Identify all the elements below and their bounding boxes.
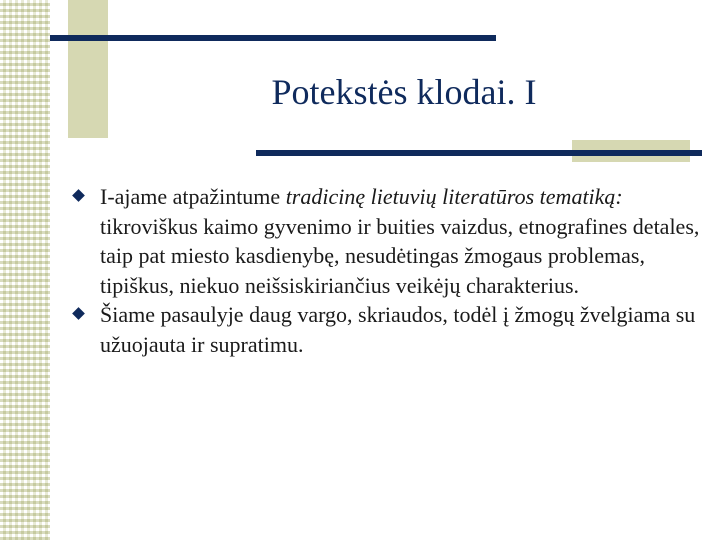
diamond-bullet-icon bbox=[72, 189, 85, 202]
bullet-item-1 bbox=[70, 182, 700, 300]
bullet-2-text: Šiame pasaulyje daug vargo, skriaudos, todėl į žmogų žvelgiama su užuojauta ir supratimu. bbox=[100, 302, 696, 357]
slide-title: Potekstės klodai. I bbox=[271, 72, 537, 112]
bullet-1-italic-text: tradicinę lietuvių literatūros tematiką: bbox=[285, 184, 623, 209]
bullet-item-2 bbox=[70, 300, 700, 359]
bullet-1-text-start: I-ajame atpažintume bbox=[100, 184, 286, 209]
bullet-list bbox=[70, 182, 700, 359]
decorative-box-top bbox=[68, 0, 108, 138]
title-rule-top bbox=[50, 35, 496, 41]
decorative-side-stripe bbox=[0, 0, 50, 540]
diamond-bullet-icon bbox=[72, 307, 85, 320]
bullet-1-text-end: tikroviškus kaimo gyvenimo ir buities vaizdus, etnografines detales, taip pat miesto kasdienybę, nesudėtingas žmogaus problemas, tipiškus, niekuo neišsiskiriančius veikėjų charakterius. bbox=[100, 213, 700, 298]
title-rule-bottom bbox=[256, 150, 702, 156]
